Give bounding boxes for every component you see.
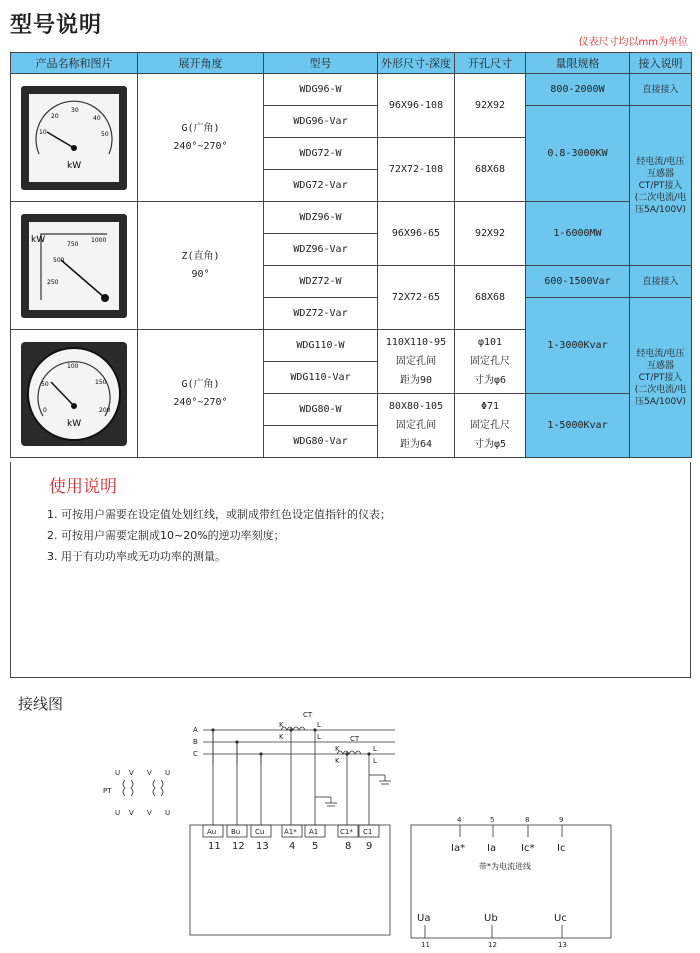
hole-line: 寸为φ5	[473, 439, 507, 450]
dimension-cell: 72X72-65	[378, 266, 455, 330]
angle-cell	[138, 74, 264, 202]
model-cell: WDZ72-W	[264, 266, 378, 298]
l-label: L	[317, 733, 321, 741]
angle-degrees: 240°~270°	[173, 140, 228, 152]
model-cell: WDZ96-W	[264, 202, 378, 234]
unit-label: kW	[67, 418, 82, 429]
spec-table	[10, 52, 692, 458]
pin-label: Ia*	[451, 843, 466, 854]
scale-label: 1000	[91, 236, 107, 244]
pin-number: 11	[421, 941, 430, 949]
hole-line: φ101	[477, 337, 503, 348]
scale-label: 50	[101, 130, 109, 138]
header-range: 量限规格	[526, 53, 630, 74]
pt-label: PT	[103, 787, 112, 795]
terminal-label: C1*	[340, 828, 353, 836]
dimension-cell: 96X96-108	[378, 74, 455, 138]
header-hole: 开孔尺寸	[455, 53, 526, 74]
pin-number: 13	[558, 941, 567, 949]
hole-cell: 92X92	[455, 74, 526, 138]
pt-terminal-label: V	[147, 809, 152, 817]
hole-line: 固定孔尺	[470, 356, 510, 367]
pt-terminal-label: U	[165, 809, 171, 817]
scale-label: 20	[51, 112, 59, 120]
dimension-line: 固定孔间	[396, 356, 436, 367]
unit-label: kW	[67, 160, 82, 171]
access-line: CT/PT接入	[638, 372, 683, 383]
usage-list	[47, 504, 391, 567]
pin-label: Uc	[554, 913, 567, 924]
model-cell: WDZ96-Var	[264, 234, 378, 266]
product-image-cell	[11, 330, 138, 458]
terminal-number: 9	[366, 841, 373, 852]
angle-cell	[138, 330, 264, 458]
scale-label: 0	[43, 406, 47, 414]
unit-label: kW	[31, 234, 46, 245]
pt-terminal-label: U	[115, 809, 121, 817]
hole-line: Φ71	[480, 401, 500, 412]
access-line: 压5A/100V)	[635, 204, 686, 215]
model-cell: WDG80-W	[264, 394, 378, 426]
access-line: (二次电流/电	[634, 192, 687, 203]
model-cell: WDG72-Var	[264, 170, 378, 202]
terminal-number: 5	[312, 841, 319, 852]
access-line: 经电流/电压	[636, 348, 685, 359]
range-cell: 1-3000Kvar	[526, 298, 630, 394]
hole-line: 寸为φ6	[473, 375, 507, 386]
header-dimension: 外形尺寸-深度	[378, 53, 455, 74]
l-label: L	[373, 757, 377, 765]
pt-terminal-label: U	[115, 769, 121, 777]
usage-section	[10, 462, 691, 678]
hole-cell	[455, 330, 526, 394]
phase-label: C	[193, 750, 198, 758]
angle-type: Z(直角)	[181, 250, 220, 262]
access-line: (二次电流/电	[634, 384, 687, 395]
dimension-line: 距为90	[399, 375, 433, 386]
scale-label: 40	[93, 114, 101, 122]
scale-label: 150	[95, 378, 107, 386]
table-row	[11, 202, 692, 234]
model-cell: WDG80-Var	[264, 426, 378, 458]
scale-label: 30	[71, 106, 79, 114]
header-model: 型号	[264, 53, 378, 74]
pin-number: 4	[457, 816, 462, 824]
model-cell: WDZ72-Var	[264, 298, 378, 330]
terminal-number: 4	[289, 841, 296, 852]
hole-line: 固定孔尺	[470, 420, 510, 431]
range-cell: 600-1500Var	[526, 266, 630, 298]
table-header-row	[11, 53, 692, 74]
access-cell	[630, 298, 692, 458]
terminal-label: Bu	[231, 828, 241, 836]
usage-item: 1. 可按用户需要在设定值处划红线，或制成带红色设定值指针的仪表；	[47, 508, 391, 521]
wiring-diagram	[95, 705, 635, 950]
dimension-line: 80X80-105	[388, 401, 444, 412]
pt-terminal-label: U	[165, 769, 171, 777]
dimension-cell: 72X72-108	[378, 138, 455, 202]
usage-item: 3. 用于有功功率或无功功率的测量。	[47, 550, 226, 563]
hole-cell	[455, 394, 526, 458]
usage-item: 2. 可按用户需要定制成10~20%的逆功率刻度；	[47, 529, 285, 542]
l-label: L	[373, 745, 377, 753]
terminal-label: C1	[363, 828, 373, 836]
terminal-label: A1	[309, 828, 319, 836]
access-cell: 直接接入	[630, 74, 692, 106]
k-label: K	[279, 733, 284, 741]
terminal-label: Cu	[255, 828, 265, 836]
model-cell: WDG72-W	[264, 138, 378, 170]
access-line: CT/PT接入	[638, 180, 683, 191]
scale-label: 250	[47, 278, 59, 286]
product-image-cell	[11, 202, 138, 330]
angle-type: G(广角)	[181, 378, 220, 390]
angle-cell	[138, 202, 264, 330]
access-line: 压5A/100V)	[635, 396, 686, 407]
angle-type: G(广角)	[181, 122, 220, 134]
terminal-number: 13	[256, 841, 269, 852]
k-label: K	[335, 745, 340, 753]
table-row	[11, 74, 692, 106]
terminal-number: 8	[345, 841, 352, 852]
pin-label: Ic*	[521, 843, 535, 854]
pin-label: Ub	[484, 913, 498, 924]
dimension-line: 110X110-95	[385, 337, 447, 348]
round-meter-image	[19, 340, 129, 448]
box-note: 带*为电流进线	[479, 862, 531, 871]
range-cell: 800-2000W	[526, 74, 630, 106]
usage-title: 使用说明	[49, 477, 117, 497]
dimension-line: 固定孔间	[396, 420, 436, 431]
pin-number: 9	[559, 816, 564, 824]
product-image-cell	[11, 74, 138, 202]
hole-cell: 68X68	[455, 138, 526, 202]
pt-terminal-label: V	[129, 809, 134, 817]
terminal-label: A1*	[284, 828, 297, 836]
access-line: 互感器	[646, 168, 674, 179]
scale-label: 500	[53, 256, 65, 264]
pt-terminal-label: V	[147, 769, 152, 777]
right-angle-meter-image	[19, 212, 129, 320]
access-line: 经电流/电压	[636, 156, 685, 167]
pin-number: 12	[488, 941, 497, 949]
dimension-cell: 96X96-65	[378, 202, 455, 266]
scale-label: 10	[39, 128, 47, 136]
access-line: 互感器	[646, 360, 674, 371]
ct-label: CT	[303, 711, 313, 719]
dimension-cell	[378, 330, 455, 394]
phase-label: B	[193, 738, 198, 746]
pin-number: 5	[490, 816, 495, 824]
dimension-line: 距为64	[399, 439, 433, 450]
l-label: L	[317, 721, 321, 729]
scale-label: 750	[67, 240, 79, 248]
angle-degrees: 240°~270°	[173, 396, 228, 408]
range-cell: 1-6000MW	[526, 202, 630, 266]
terminal-number: 12	[232, 841, 245, 852]
scale-label: 200	[99, 406, 111, 414]
access-cell	[630, 106, 692, 266]
pin-label: Ia	[487, 843, 497, 854]
wiring-title: 接线图	[18, 695, 64, 713]
range-cell: 1-5000Kvar	[526, 394, 630, 458]
terminal-number: 11	[208, 841, 221, 852]
square-meter-image	[19, 84, 129, 192]
pt-terminal-label: V	[129, 769, 134, 777]
model-cell: WDG96-W	[264, 74, 378, 106]
hole-cell: 68X68	[455, 266, 526, 330]
phase-label: A	[193, 726, 198, 734]
header-product: 产品名称和图片	[11, 53, 138, 74]
page-title: 型号说明	[10, 13, 103, 38]
header-angle: 展开角度	[138, 53, 264, 74]
unit-note: 仪表尺寸均以mm为单位	[578, 37, 688, 48]
model-cell: WDG96-Var	[264, 106, 378, 138]
pin-label: Ua	[417, 913, 431, 924]
terminal-label: Au	[207, 828, 217, 836]
model-cell: WDG110-W	[264, 330, 378, 362]
header-access: 接入说明	[630, 53, 692, 74]
scale-label: 100	[67, 362, 79, 370]
pin-label: Ic	[557, 843, 566, 854]
model-cell: WDG110-Var	[264, 362, 378, 394]
ct-label: CT	[350, 735, 360, 743]
scale-label: 50	[41, 380, 49, 388]
hole-cell: 92X92	[455, 202, 526, 266]
k-label: K	[335, 757, 340, 765]
pin-number: 8	[525, 816, 530, 824]
dimension-cell	[378, 394, 455, 458]
angle-degrees: 90°	[191, 268, 210, 280]
k-label: K	[279, 721, 284, 729]
access-cell: 直接接入	[630, 266, 692, 298]
range-cell: 0.8-3000KW	[526, 106, 630, 202]
